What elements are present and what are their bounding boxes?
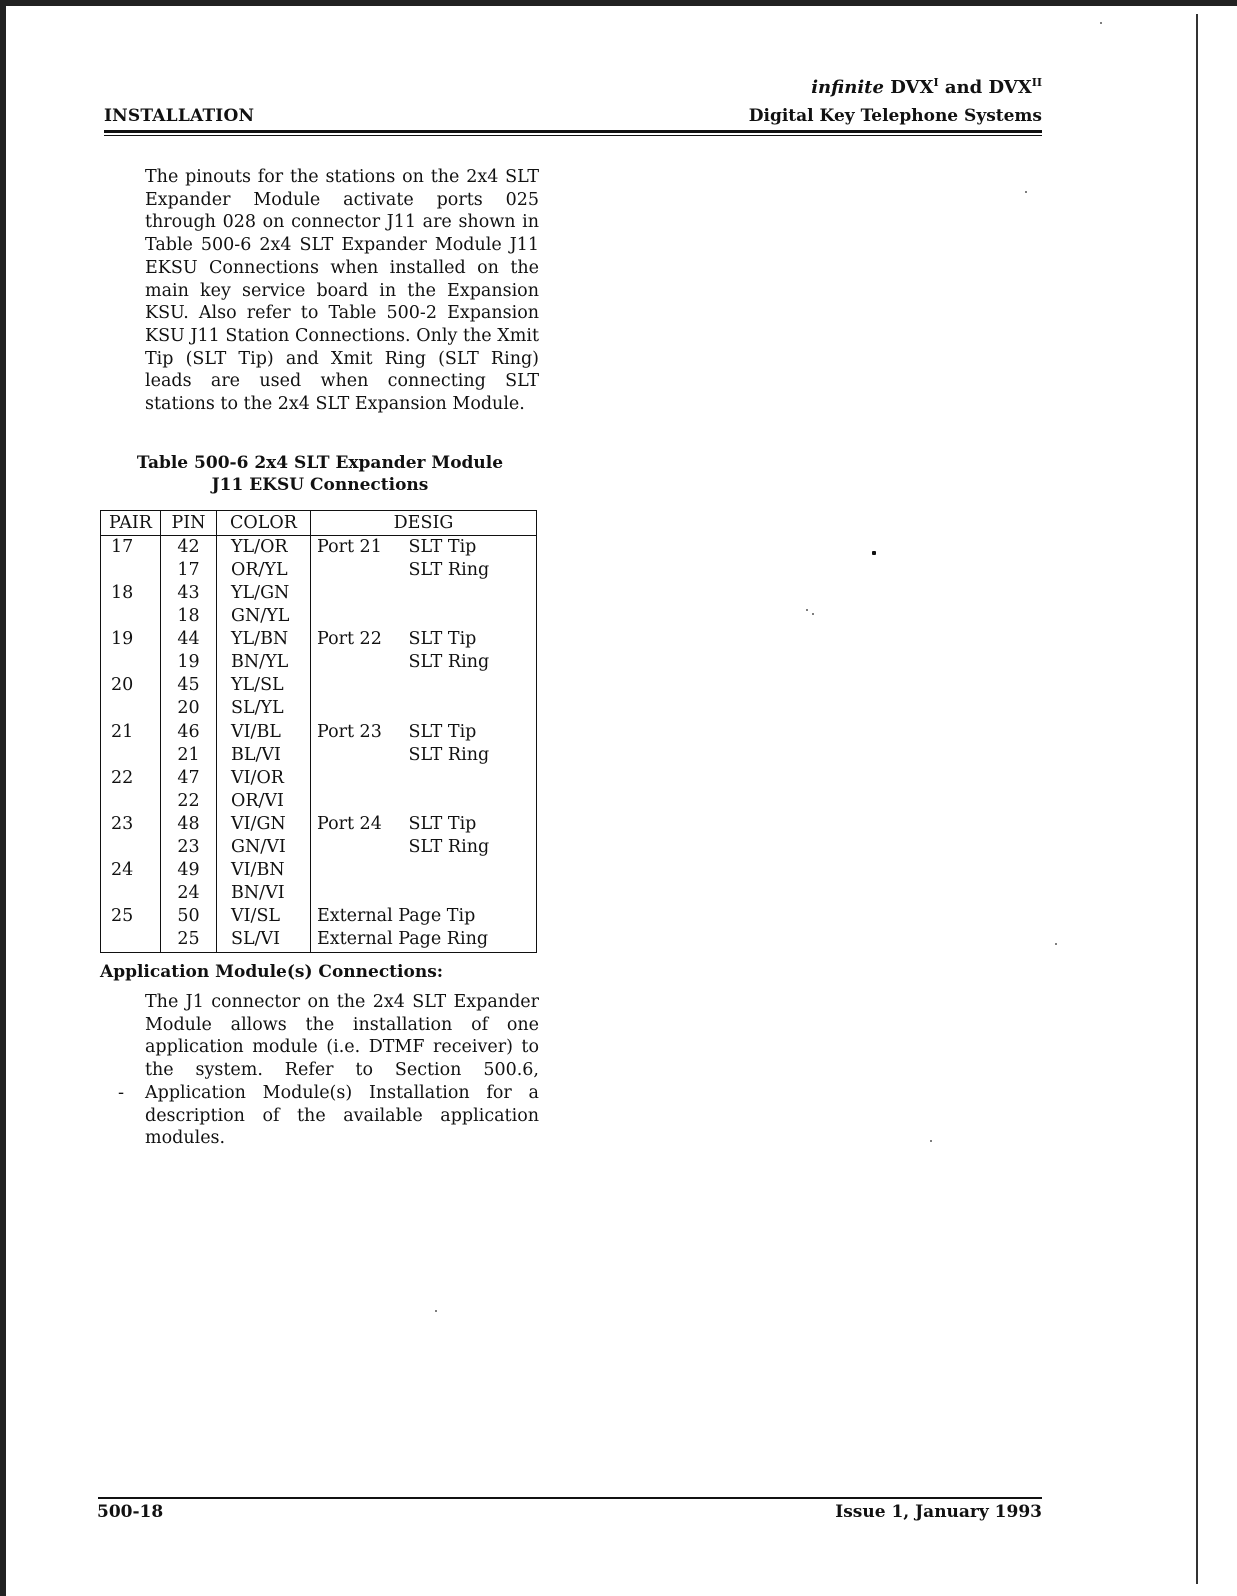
cell-pair (101, 790, 161, 813)
cell-pair: 21 (101, 721, 161, 744)
cell-pin: 24 (161, 882, 217, 905)
header-rule-thin (104, 135, 1042, 136)
table-row (101, 836, 537, 859)
cell-signal (409, 859, 537, 882)
scan-speck (872, 551, 876, 555)
cell-color: BL/VI (217, 744, 311, 767)
cell-pair: 18 (101, 582, 161, 605)
cell-pin: 48 (161, 813, 217, 836)
application-paragraph: The J1 connector on the 2x4 SLT Expander Module allows the installation of one application module (i.e. DTMF receiver) to the system. Refer to Section 500.6, Application Module(s) Installation for a description of the available application modules. (145, 992, 539, 1149)
cell-signal (409, 675, 537, 698)
cell-port (311, 651, 409, 674)
cell-pin: 23 (161, 836, 217, 859)
cell-desig: External Page Tip (311, 906, 537, 929)
cell-port (311, 882, 409, 905)
scan-speck (435, 1310, 437, 1312)
cell-color: VI/BN (217, 859, 311, 882)
cell-port (311, 744, 409, 767)
table-row (101, 605, 537, 628)
cell-color: SL/YL (217, 698, 311, 721)
cell-color: VI/GN (217, 813, 311, 836)
cell-pin: 43 (161, 582, 217, 605)
table-row (101, 721, 537, 744)
column-header-desig: DESIG (311, 511, 537, 536)
cell-signal: SLT Tip (409, 628, 537, 651)
table-row (101, 536, 537, 560)
cell-pin: 19 (161, 651, 217, 674)
table-row (101, 651, 537, 674)
scan-border-left (0, 0, 6, 1596)
cell-pair: 19 (101, 628, 161, 651)
cell-pair: 24 (101, 859, 161, 882)
cell-color: BN/YL (217, 651, 311, 674)
cell-color: YL/BN (217, 628, 311, 651)
cell-signal (409, 882, 537, 905)
table-row (101, 628, 537, 651)
cell-color: GN/VI (217, 836, 311, 859)
cell-color: YL/GN (217, 582, 311, 605)
cell-pin: 22 (161, 790, 217, 813)
cell-signal: SLT Tip (409, 813, 537, 836)
cell-port (311, 790, 409, 813)
cell-pair (101, 744, 161, 767)
cell-color: OR/YL (217, 559, 311, 582)
cell-signal (409, 698, 537, 721)
scan-speck (930, 1140, 932, 1142)
cell-signal: SLT Tip (409, 536, 537, 560)
cell-pair (101, 698, 161, 721)
cell-color: BN/VI (217, 882, 311, 905)
cell-pair (101, 605, 161, 628)
scan-speck (806, 609, 808, 611)
cell-color: YL/SL (217, 675, 311, 698)
cell-port: Port 21 (317, 536, 382, 557)
cell-desig: External Page Ring (311, 929, 537, 953)
cell-pair (101, 836, 161, 859)
column-header-color: COLOR (217, 511, 311, 536)
cell-pin: 45 (161, 675, 217, 698)
cell-port (311, 836, 409, 859)
page-number: 500-18 (97, 1502, 164, 1522)
scan-speck (1055, 943, 1057, 945)
table-row (101, 698, 537, 721)
table-row (101, 767, 537, 790)
running-header-subtitle: Digital Key Telephone Systems (748, 106, 1042, 126)
cell-color: VI/OR (217, 767, 311, 790)
table-row (101, 929, 537, 953)
scan-speck (1025, 191, 1027, 193)
cell-port (311, 582, 409, 605)
cell-port (311, 675, 409, 698)
cell-pin: 20 (161, 698, 217, 721)
cell-pin: 49 (161, 859, 217, 882)
cell-color: OR/VI (217, 790, 311, 813)
cell-pin: 42 (161, 536, 217, 560)
column-header-pair: PAIR (101, 511, 161, 536)
cell-pin: 18 (161, 605, 217, 628)
page-right-edge-line (1196, 14, 1198, 1584)
cell-pair: 23 (101, 813, 161, 836)
cell-pin: 50 (161, 906, 217, 929)
table-row (101, 859, 537, 882)
cell-port (311, 605, 409, 628)
cell-pin: 46 (161, 721, 217, 744)
cell-color: YL/OR (217, 536, 311, 560)
cell-signal (409, 767, 537, 790)
cell-pair: 20 (101, 675, 161, 698)
running-header-section: INSTALLATION (104, 106, 255, 126)
cell-port (311, 767, 409, 790)
cell-color: VI/BL (217, 721, 311, 744)
scan-speck (812, 613, 814, 615)
cell-color: VI/SL (217, 906, 311, 929)
cell-port (311, 859, 409, 882)
cell-port: Port 22 (317, 629, 382, 650)
cell-port (311, 698, 409, 721)
cell-port: Port 23 (317, 721, 382, 742)
cell-signal: SLT Tip (409, 721, 537, 744)
cell-pin: 21 (161, 744, 217, 767)
table-row (101, 790, 537, 813)
cell-port (311, 559, 409, 582)
cell-color: SL/VI (217, 929, 311, 953)
table-row (101, 813, 537, 836)
running-header-product: infinite $DVX^I$ and $DVX^{II}$ (811, 76, 1042, 98)
header-rule (104, 130, 1042, 133)
cell-pair: 17 (101, 536, 161, 560)
cell-pair (101, 929, 161, 953)
cell-pair: 25 (101, 906, 161, 929)
section-heading: Application Module(s) Connections: (100, 962, 444, 982)
cell-pin: 44 (161, 628, 217, 651)
footer-rule (98, 1497, 1042, 1499)
cell-pin: 17 (161, 559, 217, 582)
cell-signal: SLT Ring (409, 744, 537, 767)
cell-pin: 25 (161, 929, 217, 953)
scan-border-top (0, 0, 1237, 6)
connections-table (100, 510, 537, 953)
cell-color: GN/YL (217, 605, 311, 628)
cell-pair: 22 (101, 767, 161, 790)
cell-signal (409, 790, 537, 813)
cell-signal (409, 582, 537, 605)
margin-bullet: - (118, 1082, 125, 1103)
table-row (101, 582, 537, 605)
column-header-pin: PIN (161, 511, 217, 536)
cell-signal (409, 605, 537, 628)
table-row (101, 906, 537, 929)
table-caption: Table 500-6 2x4 SLT Expander Module J11 EKSU Connections (136, 453, 504, 495)
cell-pair (101, 651, 161, 674)
table-row (101, 675, 537, 698)
cell-pair (101, 559, 161, 582)
table-header-row (101, 511, 537, 536)
issue-date: Issue 1, January 1993 (835, 1502, 1042, 1522)
cell-signal: SLT Ring (409, 836, 537, 859)
cell-pin: 47 (161, 767, 217, 790)
cell-signal: SLT Ring (409, 651, 537, 674)
table-row (101, 559, 537, 582)
table-row (101, 882, 537, 905)
cell-port: Port 24 (317, 813, 382, 834)
scan-speck (1100, 22, 1102, 24)
intro-paragraph: The pinouts for the stations on the 2x4 SLT Expander Module activate ports 025 through 028 on connector J11 are shown in Table 500-6 2x4 SLT Expander Module J11 EKSU Connections when installed on the main key service board in the Expansion KSU. Also refer to Table 500-2 Expansion KSU J11 Station Connections. Only the Xmit Tip (SLT Tip) and Xmit Ring (SLT Ring) leads are used when connecting SLT stations to the 2x4 SLT Expansion Module. (145, 167, 539, 415)
cell-signal: SLT Ring (409, 559, 537, 582)
table-row (101, 744, 537, 767)
cell-pair (101, 882, 161, 905)
